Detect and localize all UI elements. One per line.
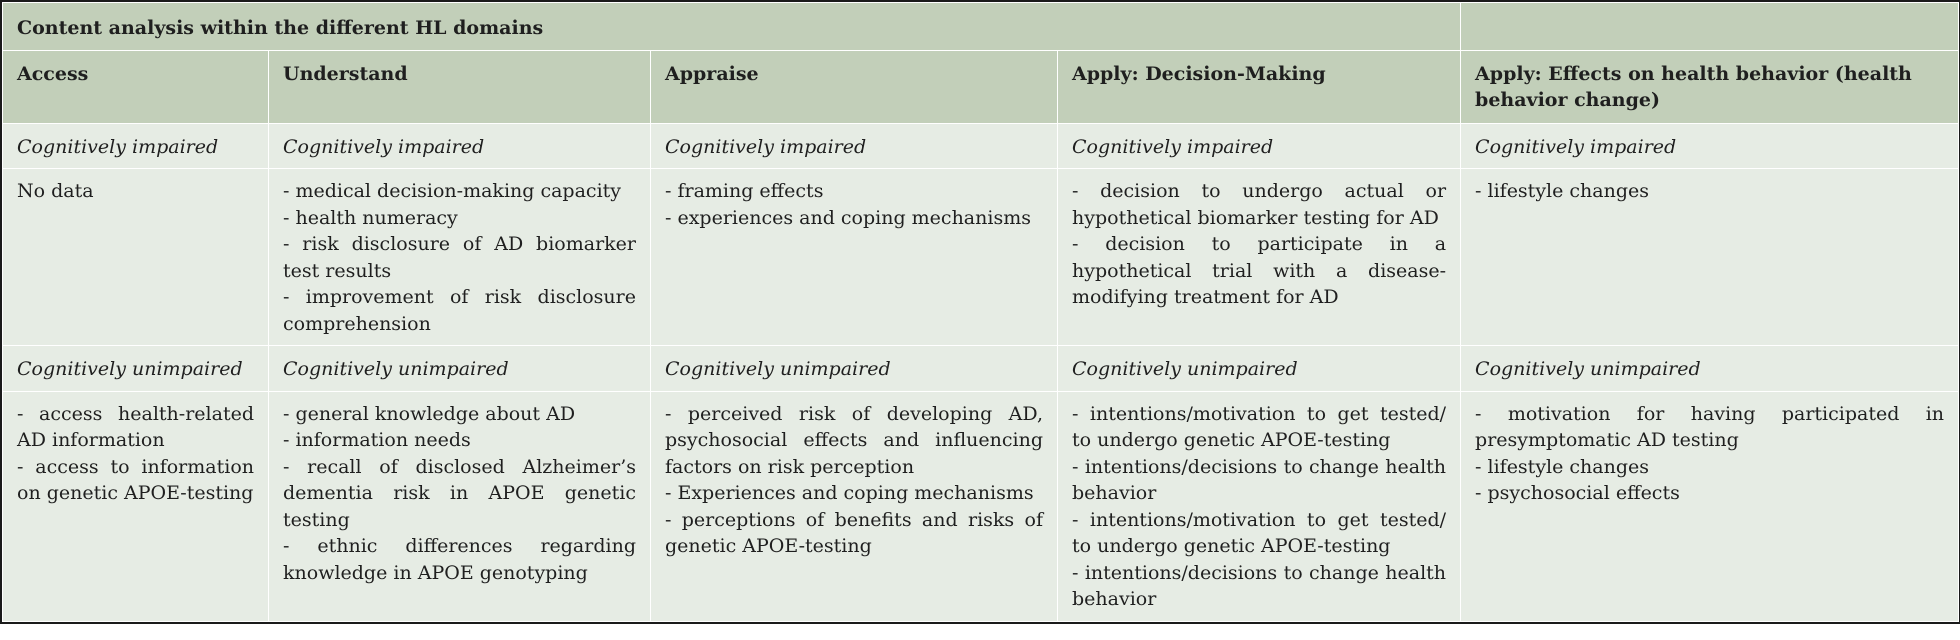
cell-item: - intentions/decisions to change health behavior: [1072, 455, 1447, 504]
cell-impaired-decision: [1058, 169, 1461, 346]
cell-unimpaired-decision: [1058, 391, 1461, 621]
cell-item: - psychosocial effects: [1475, 482, 1680, 504]
cell-item: - ethnic differences regarding knowledge in APOE genotyping: [283, 535, 636, 584]
group-label-unimpaired-behavior: Cognitively unimpaired: [1461, 346, 1959, 392]
group-label-impaired-behavior: Cognitively impaired: [1461, 123, 1959, 169]
cell-item: No data: [17, 180, 94, 202]
hl-domains-table: [2, 2, 1959, 622]
cell-unimpaired-understand: [269, 391, 651, 621]
cell-item: - information needs: [283, 429, 471, 451]
cell-item: - experiences and coping mechanisms: [665, 206, 1031, 229]
cell-item: - access health-related AD information: [17, 402, 254, 451]
cell-item: - intentions/decisions to change health behavior: [1072, 561, 1447, 610]
cell-item: - intentions/motivation to get tested/ to undergo genetic APOE-testing: [1072, 508, 1447, 557]
cell-item: - framing effects: [665, 180, 824, 202]
cell-item: - intentions/motivation to get tested/ to undergo genetic APOE-testing: [1072, 402, 1447, 451]
cell-unimpaired-appraise: [651, 391, 1058, 621]
cell-item: - recall of disclosed Alzheimer’s dementia risk in APOE genetic testing: [283, 455, 636, 531]
cell-item: - decision to undergo actual or hypothetical biomarker testing for AD: [1072, 180, 1447, 229]
cell-impaired-appraise: [651, 169, 1058, 346]
cell-item: - perceived risk of developing AD, psychosocial effects and influencing factors on risk perception: [665, 402, 1043, 478]
group-label-unimpaired-access: Cognitively unimpaired: [3, 346, 269, 392]
group-label-impaired-appraise: Cognitively impaired: [651, 123, 1058, 169]
column-header-apply-effects-on-health-behavior: Apply: Effects on health behavior (health behavior change): [1461, 50, 1959, 123]
cell-item: - general knowledge about AD: [283, 402, 576, 425]
cell-item: - improvement of risk disclosure comprehension: [283, 286, 636, 335]
cell-item: - medical decision-making capacity: [283, 180, 622, 202]
cell-item: - risk disclosure of AD biomarker test results: [283, 233, 636, 282]
cell-unimpaired-behavior: [1461, 391, 1959, 621]
column-header-understand: Understand: [269, 50, 651, 123]
column-header-access: Access: [3, 50, 269, 123]
cell-item: - decision to participate in a hypothetical trial with a disease-modifying treatment for AD: [1072, 233, 1447, 308]
cell-item: - access to information on genetic APOE-testing: [17, 455, 254, 504]
table-title: Content analysis within the different HL domains: [3, 3, 1461, 51]
group-label-unimpaired-understand: Cognitively unimpaired: [269, 346, 651, 392]
cell-item: - perceptions of benefits and risks of genetic APOE-testing: [665, 508, 1043, 557]
column-header-appraise: Appraise: [651, 50, 1058, 123]
cell-item: - Experiences and coping mechanisms: [665, 482, 1034, 504]
group-label-unimpaired-decision: Cognitively unimpaired: [1058, 346, 1461, 392]
cell-item: - motivation for having participated in presymptomatic AD testing: [1475, 402, 1945, 451]
cell-impaired-understand: [269, 169, 651, 346]
group-label-impaired-understand: Cognitively impaired: [269, 123, 651, 169]
cell-impaired-behavior: [1461, 169, 1959, 346]
group-label-impaired-decision: Cognitively impaired: [1058, 123, 1461, 169]
cell-impaired-access: [3, 169, 269, 346]
cell-unimpaired-access: [3, 391, 269, 621]
cell-item: - health numeracy: [283, 206, 458, 229]
group-label-unimpaired-appraise: Cognitively unimpaired: [651, 346, 1058, 392]
table-title-empty-cell: [1461, 3, 1959, 51]
group-label-impaired-access: Cognitively impaired: [3, 123, 269, 169]
column-header-apply-decision-making: Apply: Decision-Making: [1058, 50, 1461, 123]
cell-item: - lifestyle changes: [1475, 180, 1650, 202]
cell-item: - lifestyle changes: [1475, 455, 1650, 478]
